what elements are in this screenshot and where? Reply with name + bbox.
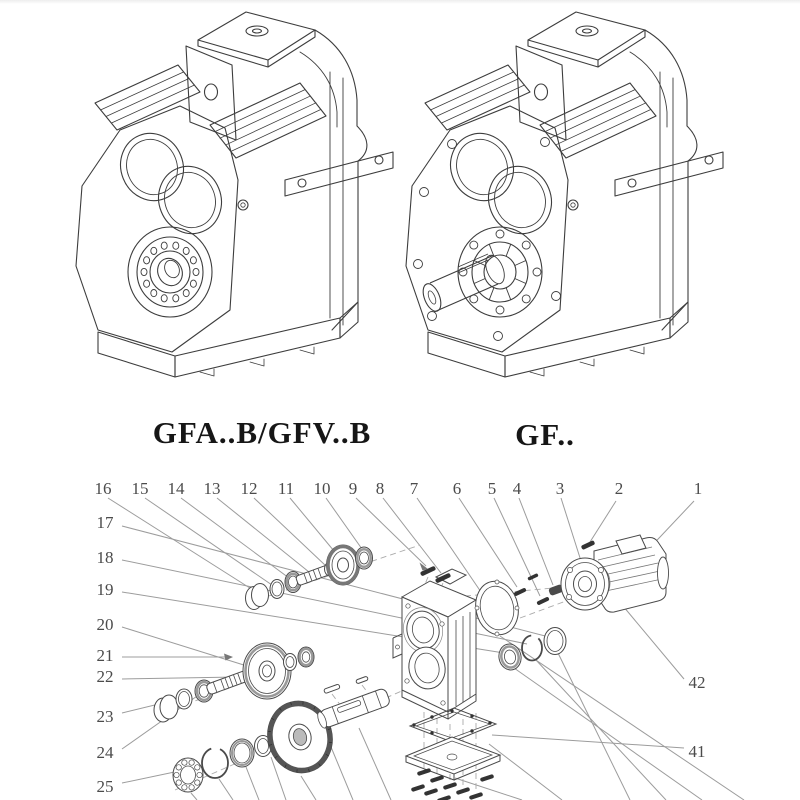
figure-gfab-gfvb-drawing (76, 12, 393, 377)
callout-22: 22 (96, 667, 114, 686)
callout-8: 8 (375, 479, 385, 498)
callout-42: 42 (688, 673, 706, 692)
caption-gf: GF.. (515, 417, 575, 452)
callout-17: 17 (96, 513, 114, 532)
callout-9: 9 (348, 479, 358, 498)
callout-15: 15 (131, 479, 149, 498)
callout-4: 4 (512, 479, 522, 498)
exploded-gasket-and-pan (406, 708, 500, 780)
callout-3: 3 (555, 479, 565, 498)
callout-16: 16 (94, 479, 112, 498)
callout-25: 25 (96, 777, 114, 796)
exploded-housing (393, 569, 476, 719)
callout-12: 12 (240, 479, 258, 498)
figure-gf-drawing (406, 12, 723, 377)
callout-11: 11 (277, 479, 295, 498)
callout-20: 20 (96, 615, 114, 634)
callout-7: 7 (409, 479, 419, 498)
callout-41: 41 (688, 742, 706, 761)
exploded-motor-side-parts (471, 535, 669, 672)
callout-13: 13 (203, 479, 221, 498)
callout-24: 24 (96, 743, 114, 762)
caption-gfab-gfvb: GFA..B/GFV..B (152, 415, 372, 450)
callout-10: 10 (313, 479, 331, 498)
callout-23: 23 (96, 707, 114, 726)
callout-19: 19 (96, 580, 114, 599)
callout-21: 21 (96, 646, 114, 665)
callout-2: 2 (614, 479, 624, 498)
exploded-input-shaft-parts (246, 545, 373, 610)
callout-6: 6 (452, 479, 462, 498)
callout-5: 5 (487, 479, 497, 498)
callout-14: 14 (167, 479, 185, 498)
callout-1: 1 (693, 479, 703, 498)
callout-18: 18 (96, 548, 114, 567)
